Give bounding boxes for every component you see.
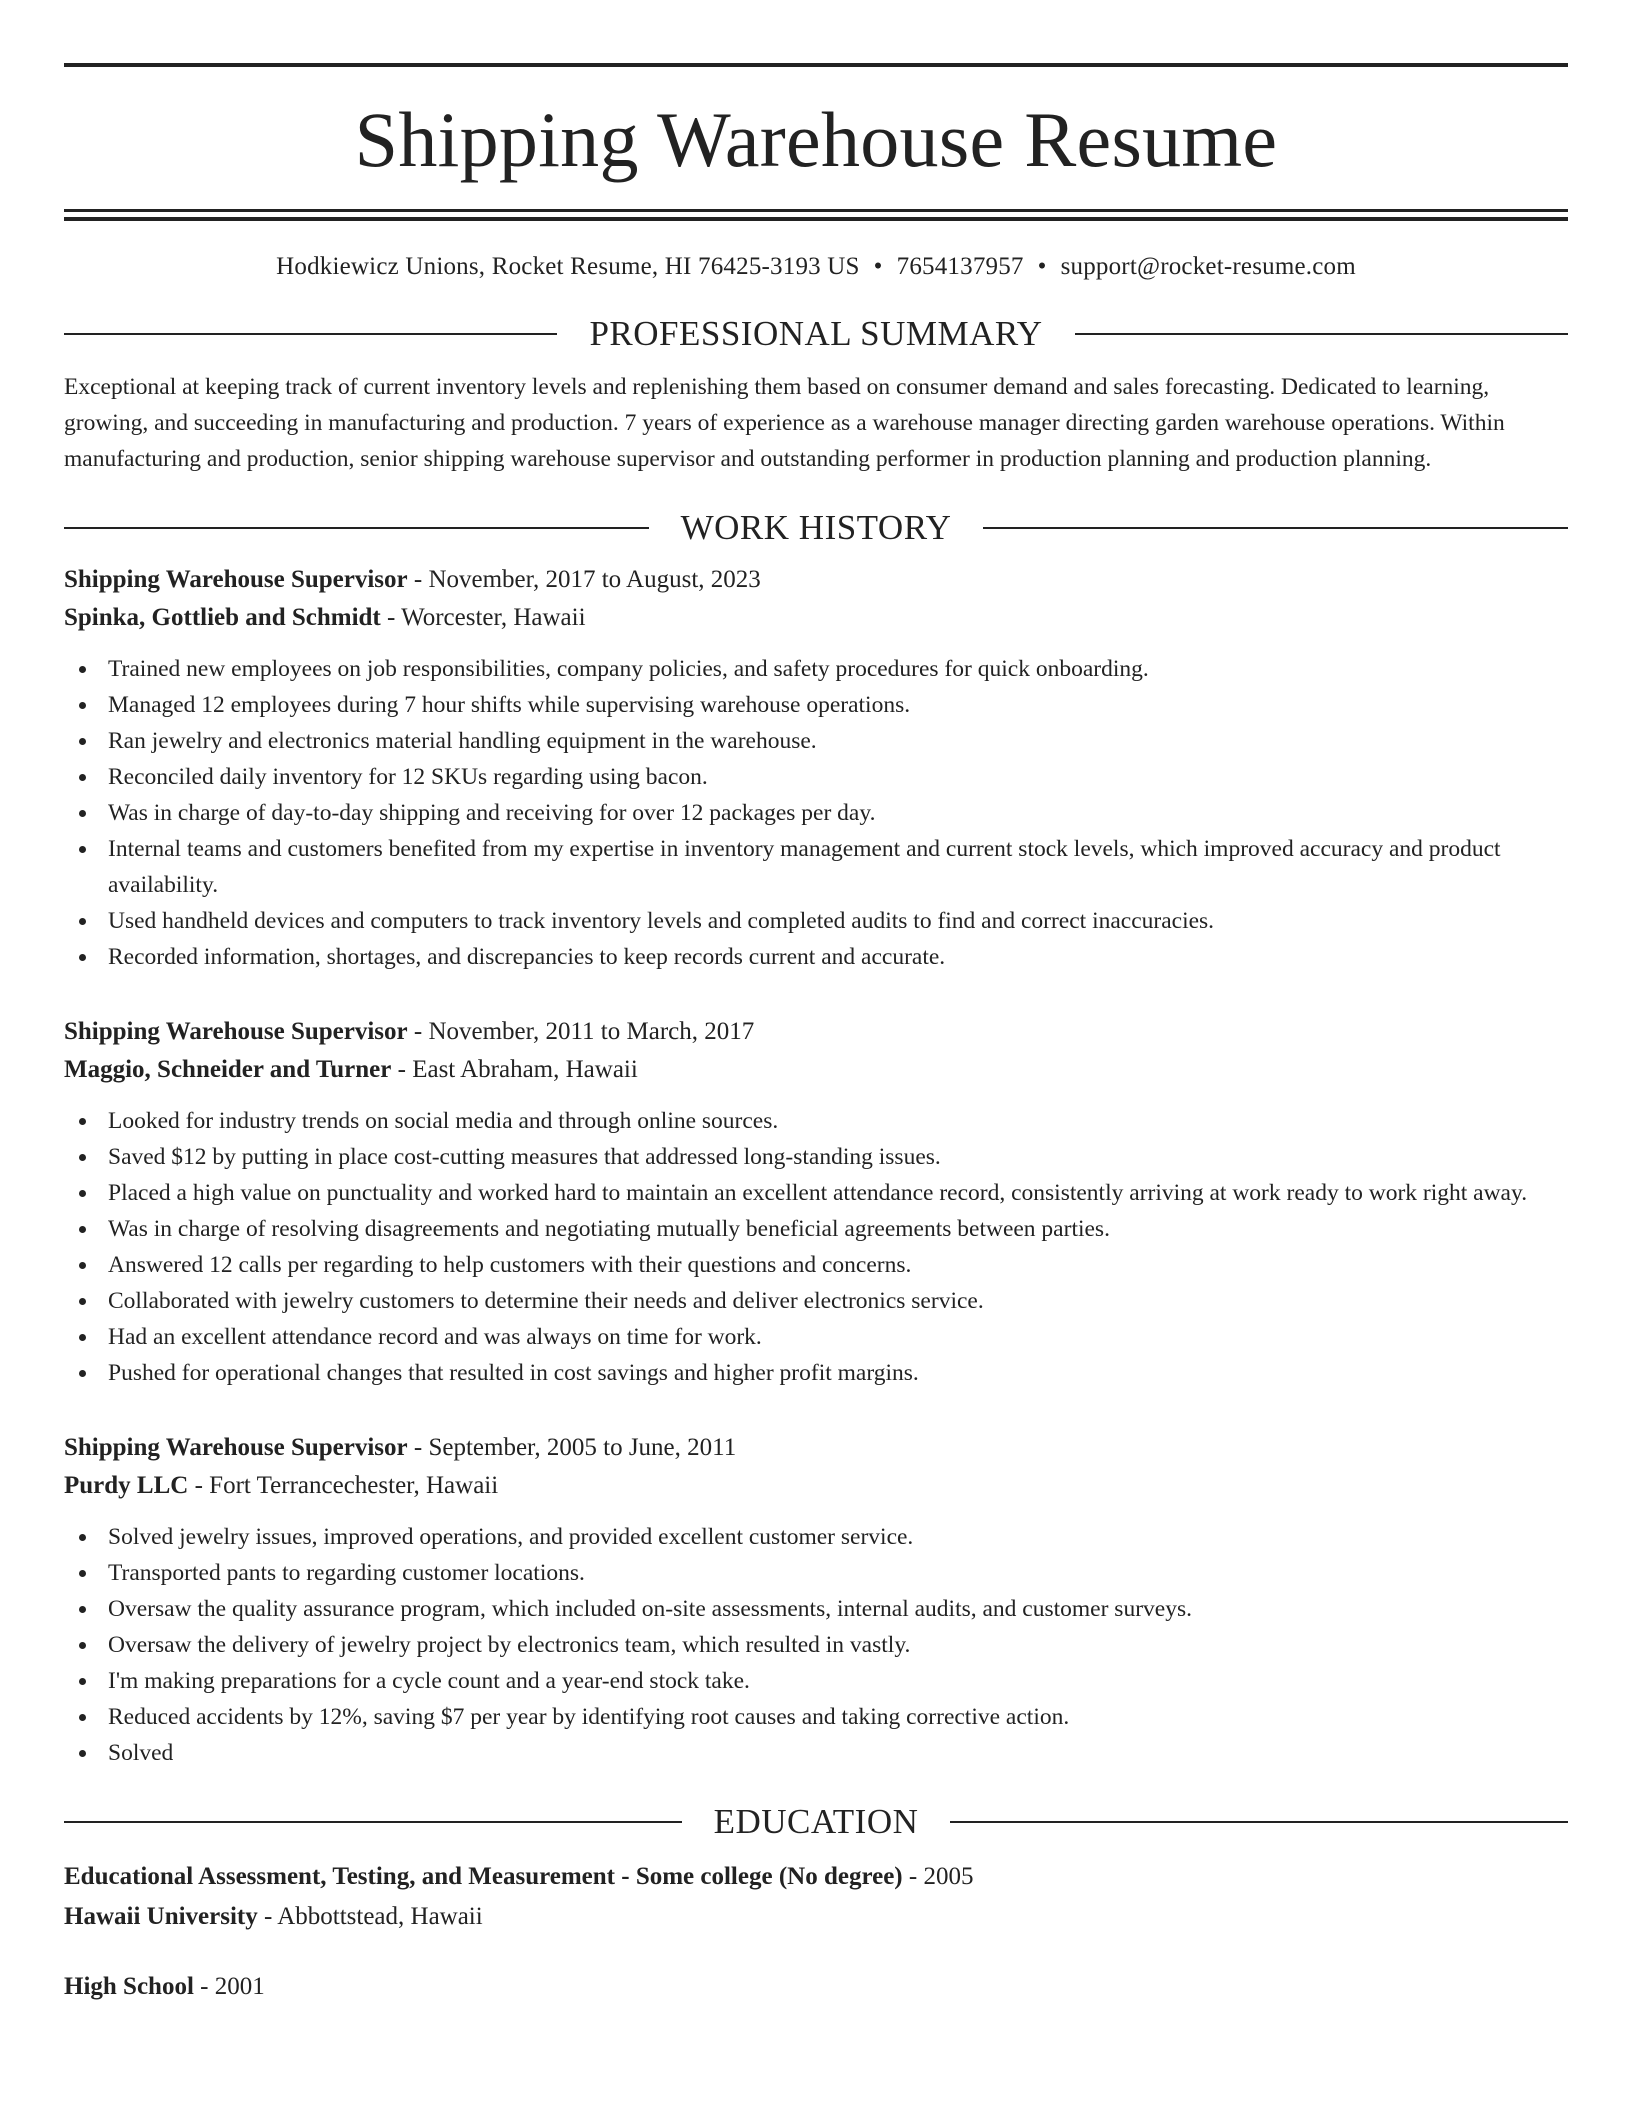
bullet-icon xyxy=(79,1606,86,1613)
bullet-text: Solved xyxy=(108,1740,174,1766)
job-dates: - November, 2011 to March, 2017 xyxy=(407,1018,755,1045)
section-header-work xyxy=(64,507,1568,549)
job-title: Shipping Warehouse Supervisor xyxy=(64,1434,408,1461)
education-entry xyxy=(64,1967,1568,2007)
divider xyxy=(950,1821,1568,1823)
bullet-item xyxy=(64,1319,1568,1355)
section-title: PROFESSIONAL SUMMARY xyxy=(589,314,1043,353)
bullet-icon xyxy=(79,918,86,925)
bullet-text: Reduced accidents by 12%, saving $7 per year by identifying root causes and taking corrective action. xyxy=(108,1704,1070,1730)
bullet-text: Had an excellent attendance record and was always on time for work. xyxy=(108,1324,762,1350)
bullet-item xyxy=(64,1699,1568,1735)
bullet-item xyxy=(64,1283,1568,1319)
education-location: - Abbottstead, Hawaii xyxy=(257,1903,483,1930)
bullet-icon xyxy=(79,1190,86,1197)
bullet-text: I'm making preparations for a cycle count and a year-end stock take. xyxy=(108,1668,750,1694)
bullet-item xyxy=(64,1139,1568,1175)
divider xyxy=(64,527,649,529)
bullet-icon xyxy=(79,738,86,745)
bullet-icon xyxy=(79,1750,86,1757)
job-title: Shipping Warehouse Supervisor xyxy=(64,1018,408,1045)
bullet-item xyxy=(64,1555,1568,1591)
divider xyxy=(64,1821,682,1823)
work-history-list xyxy=(64,561,1568,1771)
bullet-text: Reconciled daily inventory for 12 SKUs regarding using bacon. xyxy=(108,764,708,790)
bullet-text: Recorded information, shortages, and discrepancies to keep records current and accurate. xyxy=(108,944,946,970)
bullet-icon xyxy=(79,1370,86,1377)
contact-line xyxy=(64,251,1568,283)
bullet-icon xyxy=(79,774,86,781)
bullet-item xyxy=(64,1627,1568,1663)
section-title: WORK HISTORY xyxy=(680,508,952,547)
bullet-item xyxy=(64,1663,1568,1699)
top-rule xyxy=(64,63,1568,67)
bullet-icon xyxy=(79,1262,86,1269)
education-degree-line xyxy=(64,1857,1568,1897)
contact-address: Hodkiewicz Unions, Rocket Resume, HI 76425-3193 US xyxy=(276,253,860,280)
education-degree: Educational Assessment, Testing, and Measurement - Some college (No degree) xyxy=(64,1863,903,1890)
bullet-icon xyxy=(79,1334,86,1341)
bullet-icon xyxy=(79,810,86,817)
bullet-item xyxy=(64,1175,1568,1211)
contact-separator: • xyxy=(873,253,883,280)
job-title: Shipping Warehouse Supervisor xyxy=(64,566,408,593)
bullet-item xyxy=(64,759,1568,795)
bullet-text: Solved jewelry issues, improved operations, and provided excellent customer service. xyxy=(108,1524,914,1550)
resume-page xyxy=(64,0,1568,2007)
bullet-item xyxy=(64,687,1568,723)
bullet-item xyxy=(64,1519,1568,1555)
job-bullets xyxy=(64,1519,1568,1771)
job-company: Maggio, Schneider and Turner xyxy=(64,1056,392,1083)
bullet-text: Managed 12 employees during 7 hour shifts while supervising warehouse operations. xyxy=(108,692,911,718)
bullet-item xyxy=(64,831,1568,903)
bullet-item xyxy=(64,651,1568,687)
bullet-icon xyxy=(79,954,86,961)
job-entry xyxy=(64,1013,1568,1391)
bullet-icon xyxy=(79,1534,86,1541)
job-company-line xyxy=(64,1051,1568,1089)
bullet-text: Collaborated with jewelry customers to determine their needs and deliver electronics service. xyxy=(108,1288,984,1314)
job-company-line xyxy=(64,599,1568,637)
job-entry xyxy=(64,561,1568,975)
divider xyxy=(1075,333,1568,335)
bullet-icon xyxy=(79,1714,86,1721)
bullet-text: Answered 12 calls per regarding to help customers with their questions and concerns. xyxy=(108,1252,912,1278)
bullet-icon xyxy=(79,1678,86,1685)
bullet-icon xyxy=(79,1642,86,1649)
contact-email: support@rocket-resume.com xyxy=(1060,253,1356,280)
job-dates: - September, 2005 to June, 2011 xyxy=(407,1434,737,1461)
education-school: Hawaii University xyxy=(64,1903,258,1930)
bullet-text: Was in charge of resolving disagreements and negotiating mutually beneficial agreements between parties. xyxy=(108,1216,1110,1242)
section-title: EDUCATION xyxy=(713,1802,919,1841)
job-bullets xyxy=(64,1103,1568,1391)
contact-phone: 7654137957 xyxy=(896,253,1024,280)
bullet-item xyxy=(64,903,1568,939)
bullet-item xyxy=(64,1355,1568,1391)
summary-text: Exceptional at keeping track of current inventory levels and replenishing them based on consumer demand and sales forecasting. Dedicated to learning, growing, and succeeding in manufacturing and production. 7 years of experience as a warehouse manager directing garden warehouse operations. Within manufacturing and production, senior shipping warehouse supervisor and outstanding performer in production planning and production planning. xyxy=(64,374,1505,472)
education-year: - 2005 xyxy=(902,1863,974,1890)
bullet-icon xyxy=(79,846,86,853)
title-double-rule xyxy=(64,209,1568,221)
education-school-line xyxy=(64,1897,1568,1937)
job-title-line xyxy=(64,561,1568,599)
divider xyxy=(64,333,557,335)
bullet-text: Oversaw the quality assurance program, which included on-site assessments, internal audits, and customer surveys. xyxy=(108,1596,1192,1622)
job-bullets xyxy=(64,651,1568,975)
education-entry xyxy=(64,1857,1568,1937)
bullet-icon xyxy=(79,1118,86,1125)
job-location: - Worcester, Hawaii xyxy=(380,604,586,631)
section-header-summary xyxy=(64,313,1568,355)
bullet-item xyxy=(64,1735,1568,1771)
bullet-icon xyxy=(79,1154,86,1161)
section-header-education xyxy=(64,1801,1568,1843)
bullet-icon xyxy=(79,1226,86,1233)
job-title-line xyxy=(64,1013,1568,1051)
bullet-icon xyxy=(79,1570,86,1577)
bullet-text: Ran jewelry and electronics material handling equipment in the warehouse. xyxy=(108,728,817,754)
bullet-icon xyxy=(79,1298,86,1305)
bullet-text: Oversaw the delivery of jewelry project by electronics team, which resulted in vastly. xyxy=(108,1632,911,1658)
bullet-text: Saved $12 by putting in place cost-cutting measures that addressed long-standing issues. xyxy=(108,1144,941,1170)
bullet-text: Looked for industry trends on social media and through online sources. xyxy=(108,1108,779,1134)
job-company: Purdy LLC xyxy=(64,1472,189,1499)
bullet-item xyxy=(64,1211,1568,1247)
job-location: - East Abraham, Hawaii xyxy=(391,1056,638,1083)
education-degree-line xyxy=(64,1967,1568,2007)
contact-separator: • xyxy=(1037,253,1047,280)
bullet-text: Placed a high value on punctuality and worked hard to maintain an excellent attendance record, consistently arriving at work ready to work right away. xyxy=(108,1180,1528,1206)
bullet-text: Pushed for operational changes that resulted in cost savings and higher profit margins. xyxy=(108,1360,919,1386)
job-location: - Fort Terrancechester, Hawaii xyxy=(188,1472,499,1499)
bullet-icon xyxy=(79,702,86,709)
job-dates: - November, 2017 to August, 2023 xyxy=(407,566,761,593)
resume-title: Shipping Warehouse Resume xyxy=(354,96,1278,183)
bullet-item xyxy=(64,723,1568,759)
job-entry xyxy=(64,1429,1568,1771)
bullet-item xyxy=(64,1103,1568,1139)
education-year: - 2001 xyxy=(193,1973,265,2000)
bullet-item xyxy=(64,1591,1568,1627)
job-company-line xyxy=(64,1467,1568,1505)
bullet-text: Trained new employees on job responsibilities, company policies, and safety procedures for quick onboarding. xyxy=(108,656,1149,682)
bullet-icon xyxy=(79,666,86,673)
bullet-text: Used handheld devices and computers to track inventory levels and completed audits to find and correct inaccuracies. xyxy=(108,908,1215,934)
job-title-line xyxy=(64,1429,1568,1467)
bullet-text: Was in charge of day-to-day shipping and receiving for over 12 packages per day. xyxy=(108,800,876,826)
divider xyxy=(983,527,1568,529)
bullet-item xyxy=(64,939,1568,975)
bullet-text: Internal teams and customers benefited from my expertise in inventory management and current stock levels, which improved accuracy and product availability. xyxy=(108,836,1501,898)
education-degree: High School xyxy=(64,1973,194,2000)
bullet-item xyxy=(64,795,1568,831)
job-company: Spinka, Gottlieb and Schmidt xyxy=(64,604,381,631)
bullet-item xyxy=(64,1247,1568,1283)
education-list xyxy=(64,1857,1568,2007)
bullet-text: Transported pants to regarding customer locations. xyxy=(108,1560,585,1586)
